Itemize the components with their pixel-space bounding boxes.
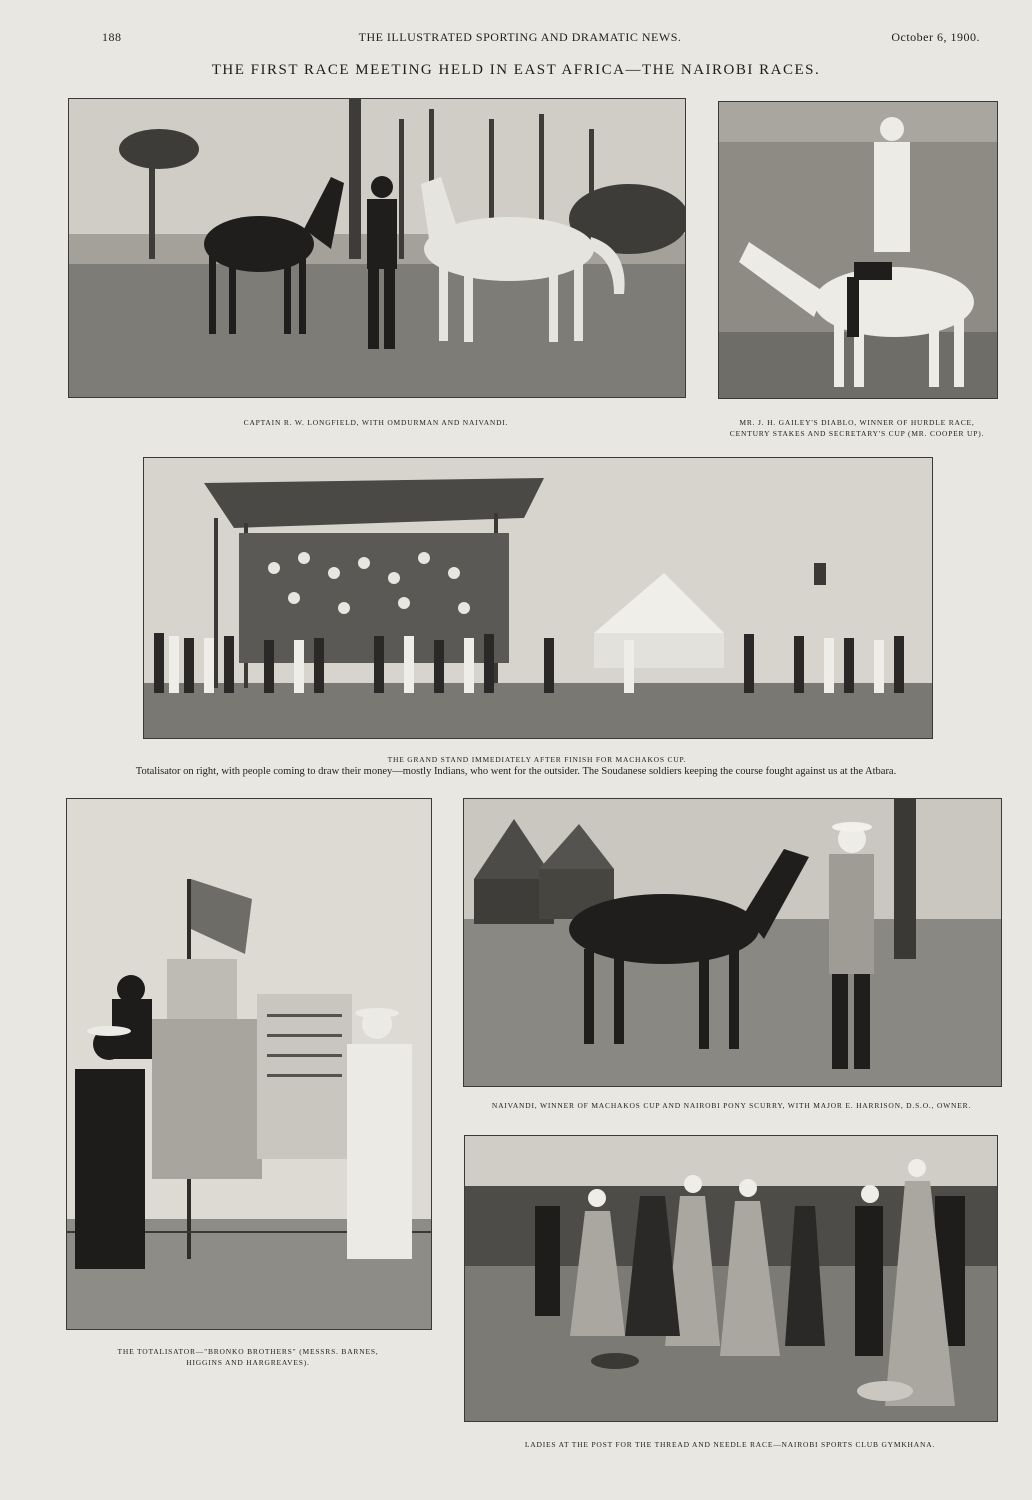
page-headline: THE FIRST RACE MEETING HELD IN EAST AFRICA—THE NAIROBI RACES. bbox=[211, 62, 821, 78]
caption-ladies: LADIES AT THE POST FOR THE THREAD AND NEEDLE RACE—NAIROBI SPORTS CLUB GYMKHANA. bbox=[524, 1440, 936, 1449]
publication-title: THE ILLUSTRATED SPORTING AND DRAMATIC NEWS. bbox=[358, 30, 682, 44]
grand-stand-note: Totalisator on right, with people coming to draw their money—mostly Indians, who went for the outsider. The Soudanese soldiers keeping the course fought against us at the Atbara. bbox=[135, 766, 897, 777]
caption-totalisator-line-2: HIGGINS AND HARGREAVES). bbox=[186, 1358, 310, 1367]
caption-grand-stand: THE GRAND STAND IMMEDIATELY AFTER FINISH FOR MACHAKOS CUP. bbox=[387, 755, 687, 764]
photo-totalisator bbox=[66, 798, 432, 1330]
caption-totalisator bbox=[66, 1346, 430, 1368]
page-number: 188 bbox=[102, 30, 122, 44]
caption-diablo bbox=[718, 417, 996, 439]
photo-longfield-illustration bbox=[69, 99, 685, 397]
photo-totalisator-illustration bbox=[67, 799, 431, 1329]
caption-diablo-line-2: CENTURY STAKES AND SECRETARY'S CUP (MR. COOPER UP). bbox=[729, 429, 985, 438]
caption-diablo-line-1: MR. J. H. GAILEY'S DIABLO, WINNER OF HURDLE RACE, bbox=[739, 418, 975, 427]
photo-grand-stand bbox=[143, 457, 933, 739]
running-header bbox=[60, 30, 980, 52]
photo-ladies-illustration bbox=[465, 1136, 997, 1421]
photo-grandstand-illustration bbox=[144, 458, 932, 738]
caption-longfield: CAPTAIN R. W. LONGFIELD, WITH OMDURMAN AND NAIVANDI. bbox=[243, 418, 509, 427]
photo-diablo-rider bbox=[718, 101, 998, 399]
photo-diablo-illustration bbox=[719, 102, 997, 398]
issue-date: October 6, 1900. bbox=[891, 30, 980, 44]
caption-totalisator-line-1: THE TOTALISATOR—"BRONKO BROTHERS" (MESSRS. BARNES, bbox=[117, 1347, 379, 1356]
photo-naivandi bbox=[463, 798, 1002, 1087]
photo-longfield-horses bbox=[68, 98, 686, 398]
photo-ladies-race bbox=[464, 1135, 998, 1422]
photo-naivandi-illustration bbox=[464, 799, 1001, 1086]
caption-naivandi: NAIVANDI, WINNER OF MACHAKOS CUP AND NAIROBI PONY SCURRY, WITH MAJOR E. HARRISON, D.S.O., OWNER. bbox=[491, 1101, 972, 1110]
